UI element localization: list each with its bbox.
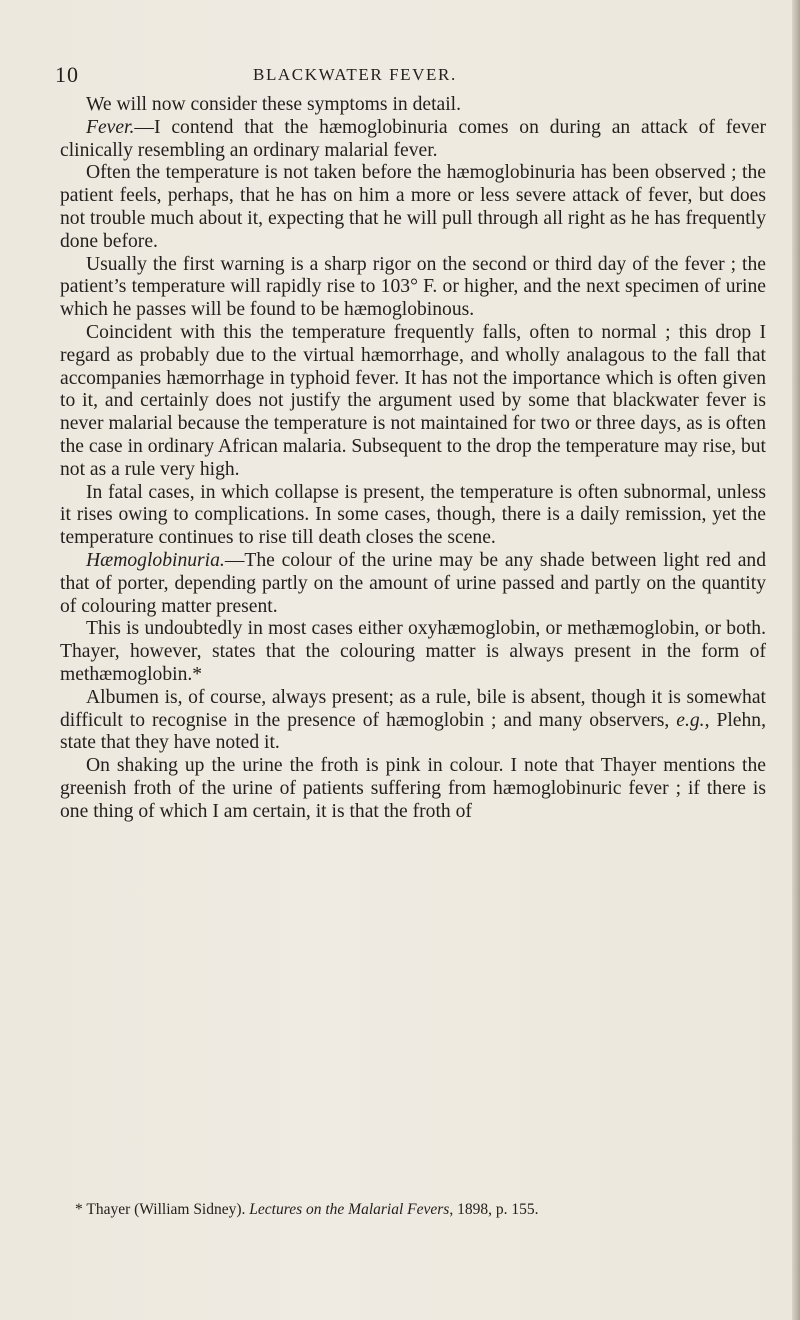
page-spine-edge bbox=[792, 0, 800, 1320]
paragraph-haemoglobinuria-text: —The colour of the urine may be any shade between light red and that of porter, depending partly on the amount of urine passed and partly on the quantity of colouring matter present. bbox=[60, 549, 766, 617]
section-lead-fever: Fever. bbox=[86, 116, 135, 138]
paragraph-colouring-matter: This is undoubtedly in most cases either oxyhæmoglobin, or methæmoglobin, or both. Thayer, however, states that the colouring matter is always present in the form of methæmoglobin.* bbox=[60, 618, 766, 685]
paragraph-temperature-not-taken: Often the temperature is not taken before the hæmoglobinuria has been observed ; the patient feels, perhaps, that he has on him a more or less severe attack of fever, but does not trouble much about it, expecting that he will pull through all right as he has frequently done before. bbox=[60, 162, 766, 252]
section-lead-haemoglobinuria: Hæmoglobinuria. bbox=[86, 549, 225, 571]
running-head: BLACKWATER FEVER. bbox=[253, 65, 457, 84]
body-text bbox=[60, 94, 766, 824]
paragraph-albumen-text-b: , Plehn, state that they have noted it. bbox=[60, 709, 767, 754]
paragraph-first-warning: Usually the first warning is a sharp rigor on the second or third day of the fever ; the patient’s temperature will rapidly rise to 103° F. or higher, and the next specimen of urine which he passes will be found to be hæmoglobinous. bbox=[60, 253, 766, 321]
paragraph-froth: On shaking up the urine the froth is pink in colour. I note that Thayer mentions the greenish froth of the urine of patients suffering from hæmoglobinuric fever ; if there is one thing of which I am certain, it is that the froth of bbox=[60, 755, 766, 822]
footnote-suffix: , 1898, p. 155. bbox=[449, 1201, 539, 1218]
paragraph-albumen bbox=[60, 687, 766, 755]
footnote-prefix: * Thayer (William Sidney). bbox=[75, 1201, 250, 1218]
paragraph-fever bbox=[60, 117, 766, 163]
abbreviation-eg: e.g. bbox=[676, 709, 705, 731]
paragraph-intro: We will now consider these symptoms in detail. bbox=[86, 94, 461, 115]
paragraph-temperature-falls: Coincident with this the temperature frequently falls, often to normal ; this drop I regard as probably due to the virtual hæmorrhage, and wholly analagous to the fall that accompanies hæmorrhage in typhoid fever. It has not the importance which is often given to it, and certainly does not justify the argument used by some that blackwater fever is never malarial because the temperature is not maintained for two or three days, as is often the case in ordinary African malaria. Subsequent to the drop the temperature may rise, but not as a rule very high. bbox=[60, 321, 766, 480]
paragraph-albumen-text-a: Albumen is, of course, always present; as a rule, bile is absent, though it is somewhat difficult to recognise in the presence of hæmoglobin ; and many observers, bbox=[60, 686, 766, 731]
paragraph-fever-text: —I contend that the hæmoglobinuria comes on during an attack of fever clinically resembling an ordinary malarial fever. bbox=[60, 116, 766, 161]
footnote bbox=[75, 1200, 775, 1219]
page-header bbox=[55, 62, 775, 86]
footnote-title: Lectures on the Malarial Fevers bbox=[249, 1201, 450, 1218]
paragraph-fatal-cases: In fatal cases, in which collapse is present, the temperature is often subnormal, unless it rises owing to complications. In some cases, though, there is a daily remission, yet the temperature continues to rise till death closes the scene. bbox=[60, 481, 766, 549]
page-number: 10 bbox=[55, 62, 79, 87]
paragraph-haemoglobinuria bbox=[60, 550, 766, 618]
